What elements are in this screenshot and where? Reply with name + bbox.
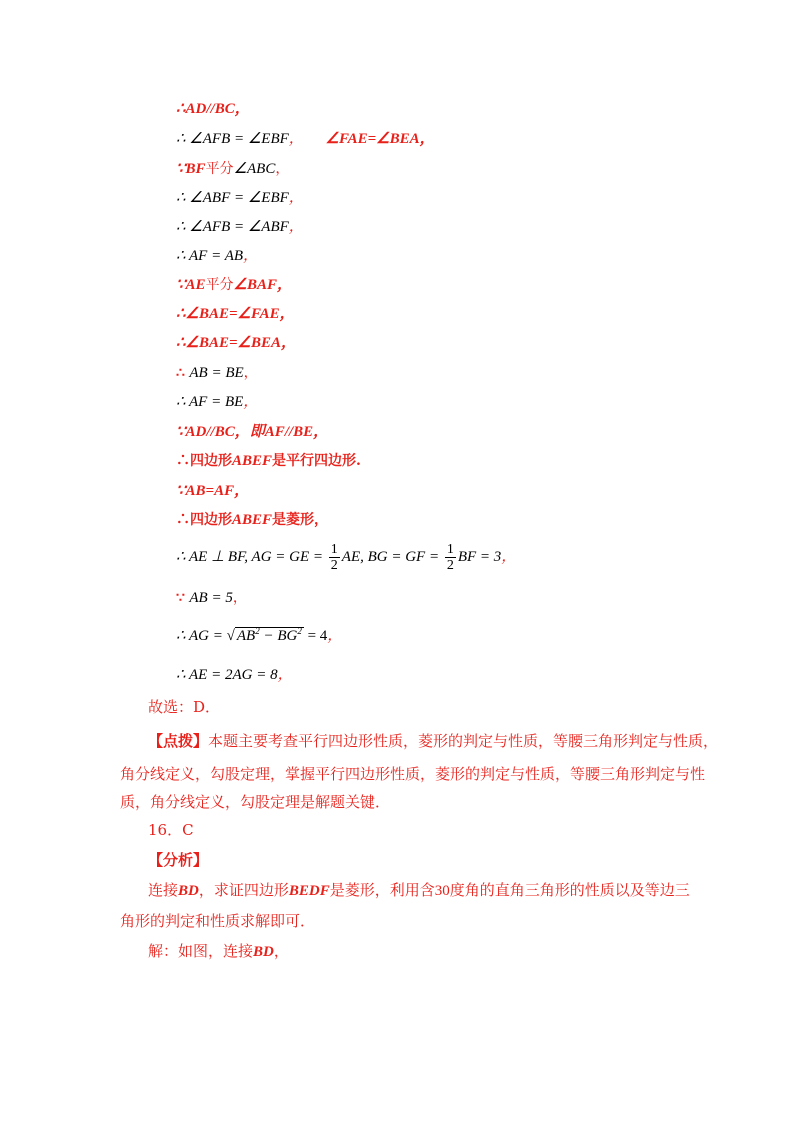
conclusion-text: ∴四边形	[176, 453, 232, 469]
comma: ，	[273, 942, 289, 960]
angle: ∠ABC	[233, 161, 276, 177]
quadrilateral-name: BEDF	[288, 883, 330, 899]
fraction-half	[329, 542, 340, 573]
proof-line-18	[176, 622, 342, 645]
denominator: 2	[330, 558, 338, 574]
equation: ∴ AE = 2AG = 8	[176, 667, 278, 683]
conclusion-text: ∴四边形	[176, 512, 232, 528]
conclusion-text-2: 是平行四边形.	[272, 453, 361, 469]
angle-equation: ∴ ∠AFB = ∠EBF	[176, 131, 289, 147]
proof-line-1: ∴AD//BC，	[176, 101, 250, 117]
proof-line-19	[176, 666, 293, 684]
proof-line-16	[176, 540, 516, 574]
proof-line-6	[176, 247, 258, 265]
tip-paragraph-line-2: 角分线定义，勾股定理，掌握平行四边形性质，菱形的判定与性质，等腰三角形判定与性	[120, 765, 706, 783]
proof-line-10	[176, 364, 258, 382]
segment-equation: ∴ AF = AB	[176, 248, 244, 264]
tip-paragraph-line-1	[148, 732, 718, 750]
analysis-line-2: 角形的判定和性质求解即可．	[120, 912, 316, 930]
solution-text: 解：如图，连接	[148, 942, 254, 960]
segment-equation: ∴ AF = BE	[176, 394, 244, 410]
conclusion-text-2: 是菱形，	[272, 512, 329, 528]
proof-line-8: ∴∠BAE=∠FAE，	[176, 306, 295, 322]
angle-equation: ∴ ∠ABF = ∠EBF	[176, 190, 289, 206]
numerator: 1	[330, 542, 338, 558]
sqrt-icon: √	[226, 628, 235, 644]
segment-equation: AB = BE	[189, 365, 244, 381]
proof-line-13	[176, 452, 361, 470]
tip-label: 【点拨】	[148, 732, 209, 750]
reason-text: 平分	[205, 161, 234, 177]
analysis-line-1	[148, 881, 690, 900]
sqrt-radicand	[235, 627, 304, 644]
equation-part-2: AE, BG = GF =	[341, 549, 440, 565]
proof-line-9: ∴∠BAE=∠BEA，	[176, 335, 297, 351]
reason: ∵AE	[176, 277, 206, 293]
proof-line-4	[176, 189, 304, 207]
analysis-text-3: 是菱形，利用含	[329, 881, 435, 899]
numerator: 1	[446, 542, 454, 558]
proof-line-2	[176, 130, 435, 148]
reason: ∵BF	[176, 161, 206, 177]
base-bg: − BG	[259, 628, 298, 644]
therefore-symbol: ∴	[176, 365, 185, 381]
comma: ，	[327, 628, 343, 644]
comma: ，	[288, 219, 304, 235]
angle-equation-2: ∠FAE=∠BEA，	[325, 131, 435, 147]
proof-line-7	[176, 276, 292, 294]
parallel-statement: AF//BE，	[264, 424, 329, 440]
denominator: 2	[446, 558, 454, 574]
fraction-half-2	[445, 542, 456, 573]
analysis-text-4: 度角的直角三角形的性质以及等边三	[449, 881, 690, 899]
solution-line	[148, 942, 289, 961]
comma: ，	[232, 590, 247, 606]
because-symbol: ∵	[176, 590, 185, 606]
proof-line-3	[176, 160, 289, 178]
comma: ，	[501, 549, 517, 565]
angle: ∠BAF，	[233, 277, 293, 293]
reason: ∵AD//BC，即	[176, 424, 265, 440]
comma: ，	[288, 131, 304, 147]
comma: ，	[277, 667, 293, 683]
equation-part: ∴ AE ⊥ BF, AG = GE =	[176, 549, 324, 565]
comma: ，	[288, 190, 304, 206]
comma: ，	[275, 161, 290, 177]
segment-equation: AB = 5	[189, 590, 233, 606]
equation-result: = 4	[307, 628, 328, 644]
answer-choice: 故选：D．	[148, 698, 221, 716]
exponent: 2	[255, 626, 260, 636]
base-ab: AB	[236, 628, 256, 644]
angle-equation: ∴ ∠AFB = ∠ABF	[176, 219, 289, 235]
segment-name: BD	[253, 944, 274, 960]
analysis-text-2: ，求证四边形	[198, 881, 289, 899]
quadrilateral-name: ABEF	[232, 453, 273, 469]
exponent: 2	[297, 626, 302, 636]
quadrilateral-name: ABEF	[232, 512, 273, 528]
equation-part: ∴ AG =	[176, 628, 223, 644]
segment-name: BD	[178, 883, 199, 899]
reason-text: 平分	[205, 277, 234, 293]
tip-paragraph-line-3: 质，角分线定义，勾股定理是解题关键．	[120, 793, 391, 811]
angle-value: 30	[434, 883, 450, 899]
analysis-label: 【分析】	[148, 851, 209, 869]
proof-line-17	[176, 589, 247, 607]
comma: ，	[243, 248, 259, 264]
tip-text: 本题主要考查平行四边形性质，菱形的判定与性质，等腰三角形判定与性质，	[208, 732, 719, 750]
equation-part-3: BF = 3	[457, 549, 502, 565]
proof-line-14: ∵AB=AF，	[176, 483, 250, 499]
proof-line-15	[176, 511, 328, 529]
proof-line-12	[176, 423, 328, 441]
comma: ，	[243, 365, 258, 381]
proof-line-5	[176, 218, 304, 236]
question-16-answer: 16．C	[148, 821, 194, 839]
proof-line-11	[176, 393, 258, 411]
comma: ，	[243, 394, 259, 410]
analysis-text: 连接	[148, 881, 179, 899]
